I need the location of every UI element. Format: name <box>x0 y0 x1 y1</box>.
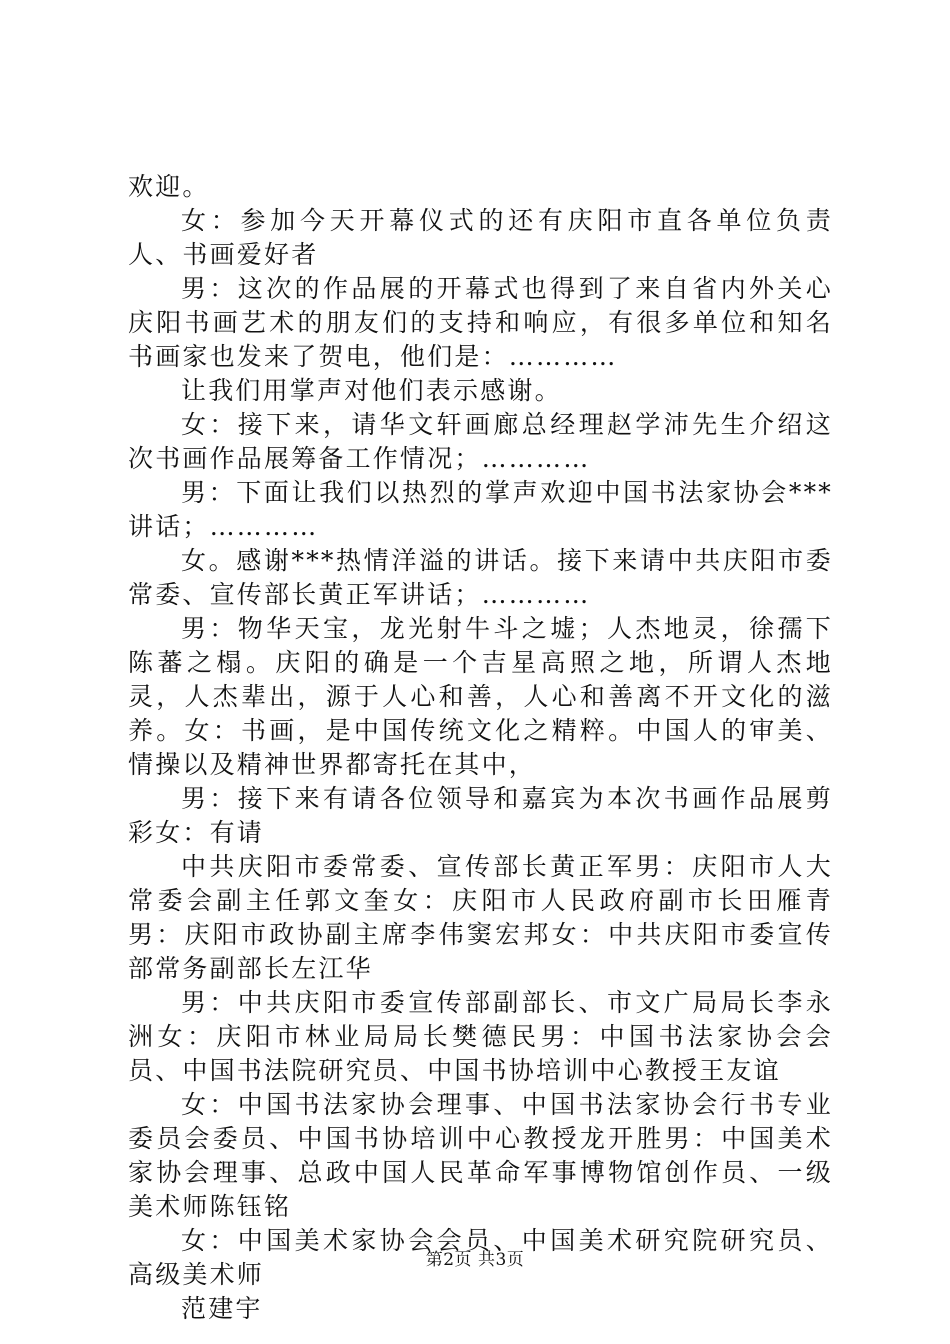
body-paragraph: 女。感谢***热情洋溢的讲话。接下来请中共庆阳市委常委、宣传部长黄正军讲话；………… <box>128 546 833 609</box>
body-paragraph: 让我们用掌声对他们表示感谢。 <box>181 376 562 405</box>
body-paragraph: 中共庆阳市委常委、宣传部长黄正军男：庆阳市人大常委会副主任郭文奎女：庆阳市人民政府副市长田雁青男：庆阳市政协副主席李伟窦宏邦女：中共庆阳市委宣传部常务副部长左江华 <box>128 852 833 983</box>
body-paragraph: 男：物华天宝，龙光射牛斗之墟；人杰地灵，徐孺下陈蕃之榻。庆阳的确是一个吉星高照之地，所谓人杰地灵，人杰辈出，源于人心和善，人心和善离不开文化的滋养。女：书画，是中国传统文化之精粹。中国人的审美、情操以及精神世界都寄托在其中， <box>128 614 833 779</box>
body-paragraph: 男：接下来有请各位领导和嘉宾为本次书画作品展剪彩女：有请 <box>128 784 833 847</box>
body-paragraph: 男：中共庆阳市委宣传部副部长、市文广局局长李永洲女：庆阳市林业局局长樊德民男：中国书法家协会会员、中国书法院研究员、中国书协培训中心教授王友谊 <box>128 988 833 1085</box>
body-paragraph: 女：参加今天开幕仪式的还有庆阳市直各单位负责人、书画爱好者 <box>128 206 833 269</box>
body-paragraph: 范建宇 <box>181 1294 263 1323</box>
page-footer: 第2页 共3页 <box>425 1250 525 1270</box>
body-paragraph: 女：中国书法家协会理事、中国书法家协会行书专业委员会委员、中国书协培训中心教授龙开胜男：中国美术家协会理事、总政中国人民革命军事博物馆创作员、一级美术师陈钰铭 <box>128 1090 833 1221</box>
body-paragraph: 女：中国美术家协会会员、中国美术研究院研究员、高级美术师 <box>128 1226 833 1289</box>
document-body <box>128 170 833 1326</box>
body-paragraph: 女：接下来，请华文轩画廊总经理赵学沛先生介绍这次书画作品展筹备工作情况；………… <box>128 410 833 473</box>
body-paragraph: 男：这次的作品展的开幕式也得到了来自省内外关心庆阳书画艺术的朋友们的支持和响应，有很多单位和知名书画家也发来了贺电，他们是：………… <box>128 274 833 371</box>
body-paragraph: 男：下面让我们以热烈的掌声欢迎中国书法家协会***讲话；………… <box>128 478 833 541</box>
body-paragraph: 欢迎。 <box>128 172 210 201</box>
